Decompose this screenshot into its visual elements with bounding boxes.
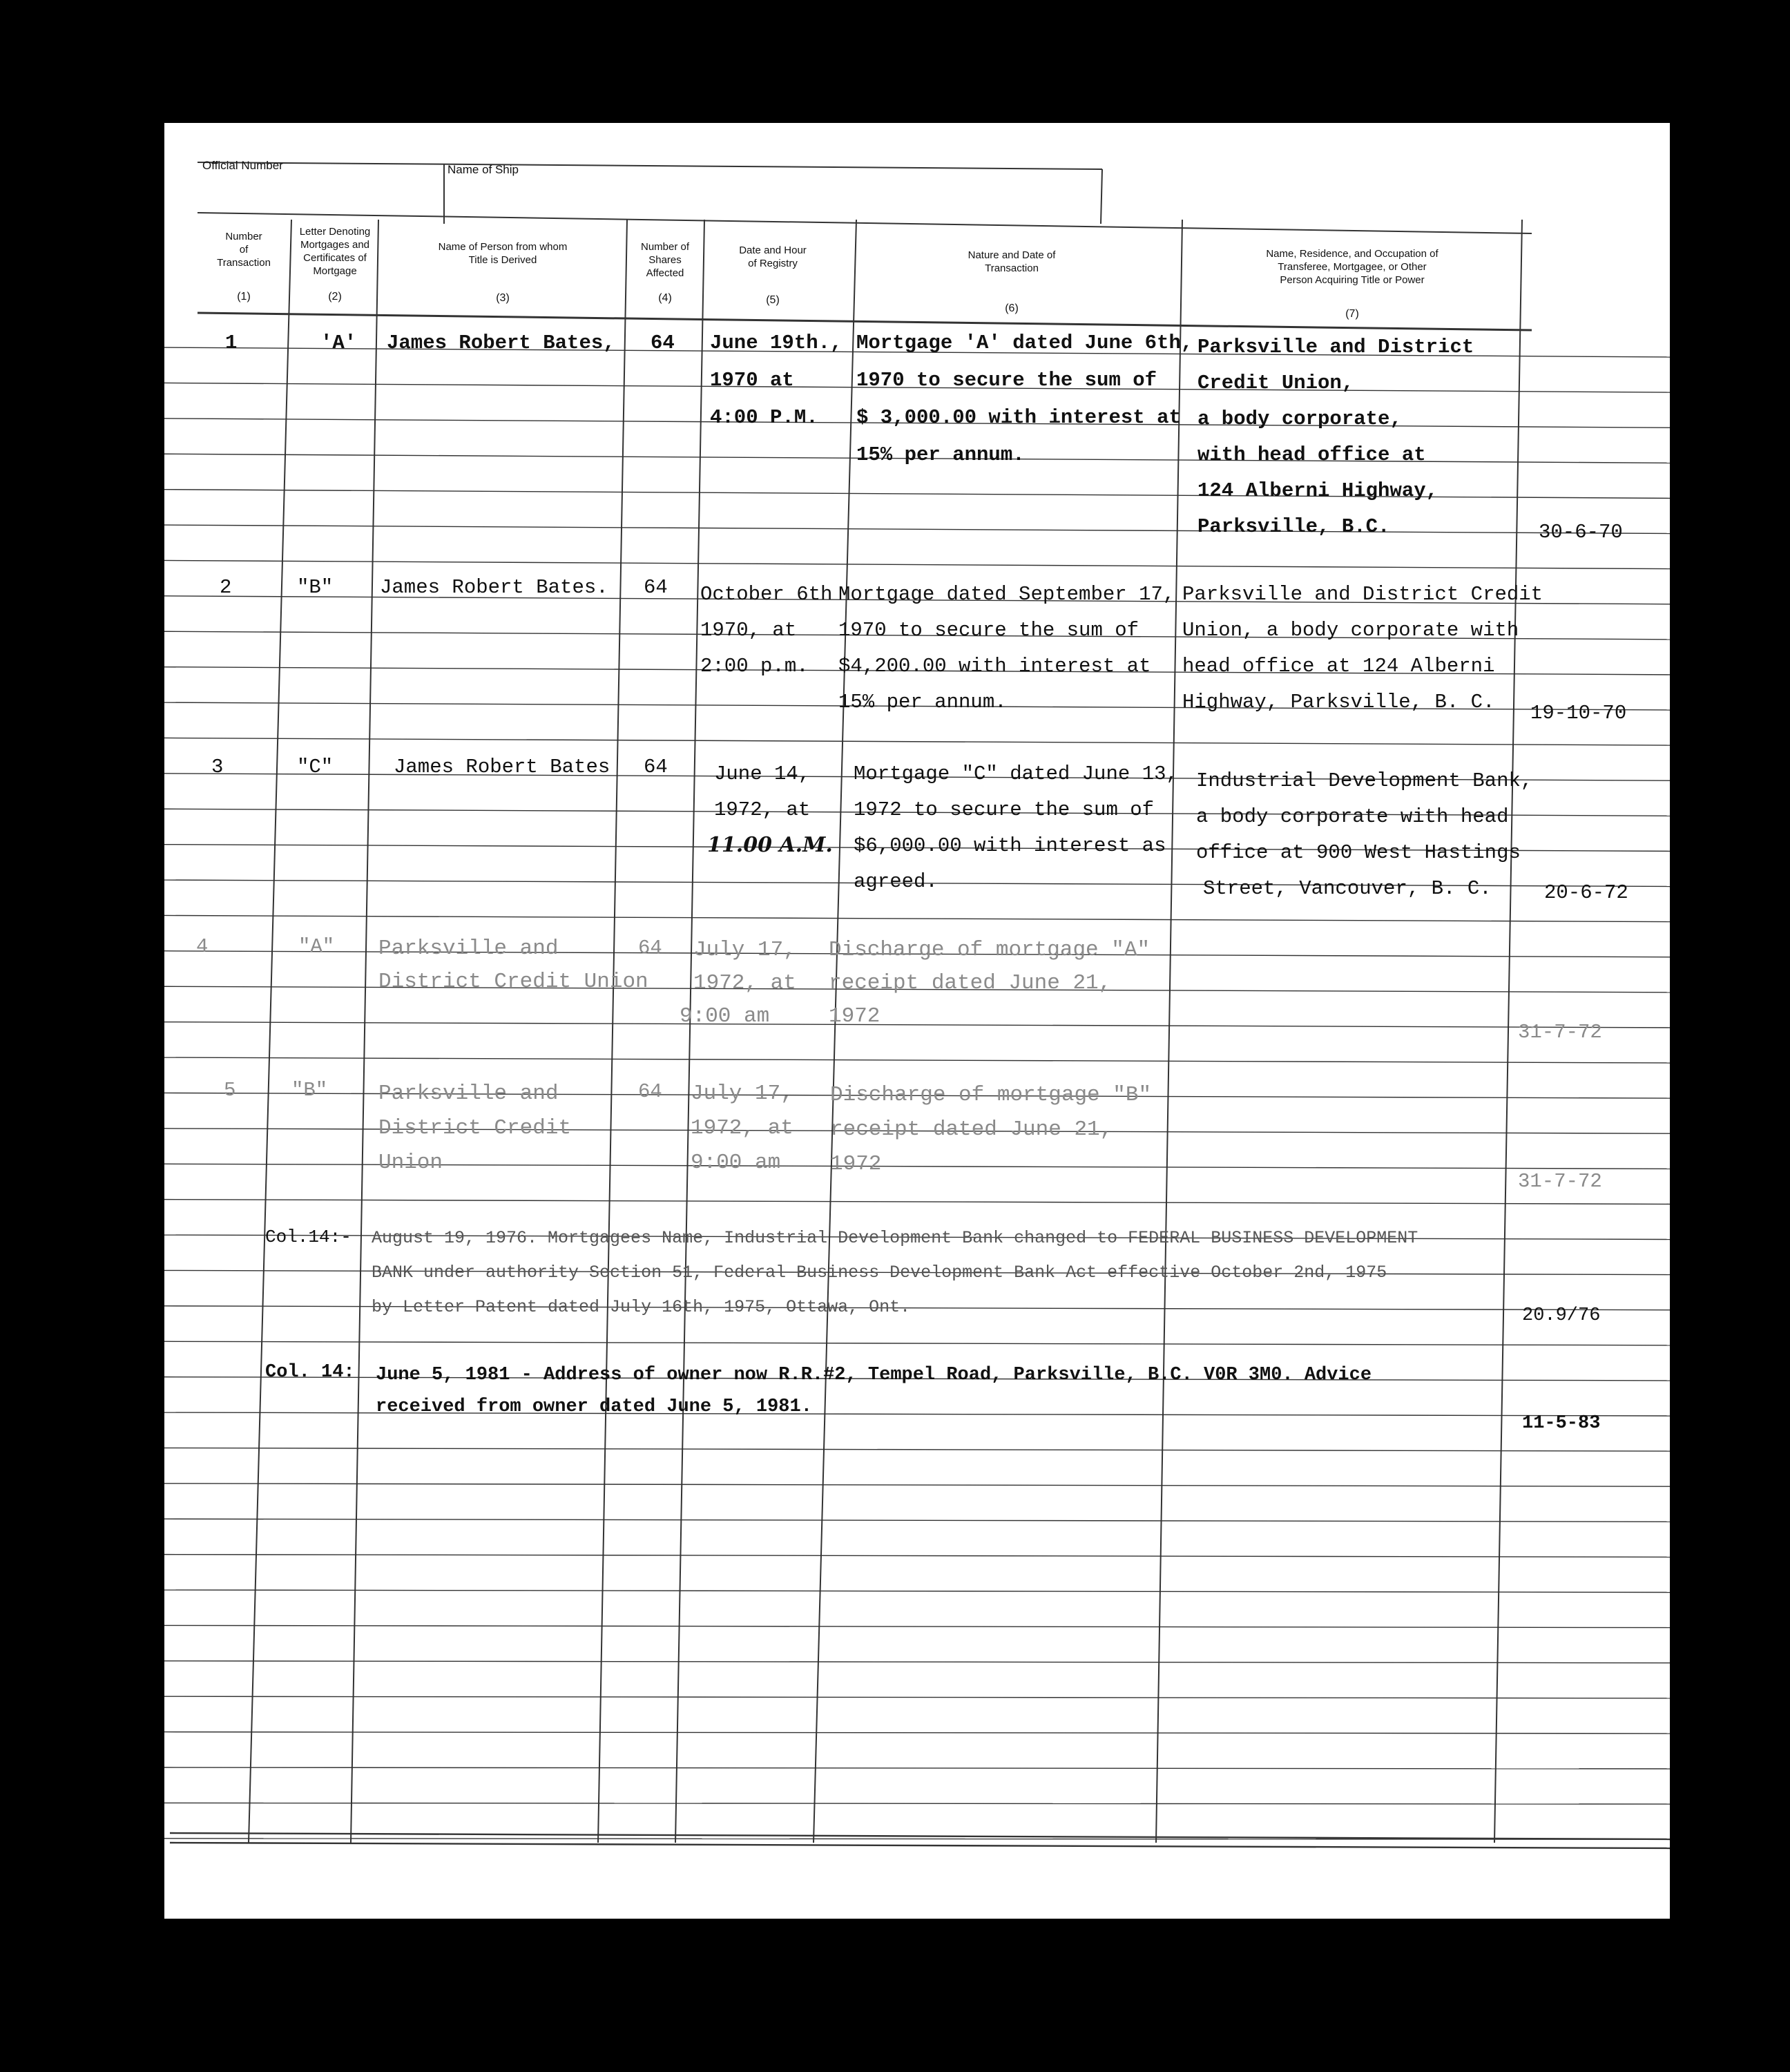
transaction-number: 2: [220, 576, 232, 599]
title-derived-from: James Robert Bates,: [387, 332, 615, 354]
acquiring-party: Credit Union,: [1197, 372, 1354, 394]
ruled-line: [164, 1022, 1670, 1028]
column-heading-6: [843, 249, 1181, 275]
shares-affected: 64: [638, 1080, 662, 1103]
acquiring-party: Parksville and District: [1197, 336, 1474, 358]
column-rule-6: [1156, 220, 1182, 1843]
registry-date: 2:00 p.m.: [700, 655, 809, 678]
header-top-rule: [198, 162, 1102, 169]
column-heading-7: [1182, 247, 1522, 287]
heading-line: of: [239, 244, 249, 256]
title-derived-from: District Credit Union: [378, 970, 648, 994]
acquiring-party: Street, Vancouver, B. C.: [1203, 877, 1492, 900]
shares-affected: 64: [644, 756, 668, 778]
column-number-2: (2): [328, 291, 342, 303]
transaction-nature: 1970 to secure the sum of: [838, 619, 1139, 642]
ruled-line: [164, 1661, 1670, 1663]
transaction-nature: 1972: [830, 1152, 882, 1176]
column-rule-4: [675, 220, 704, 1843]
entry-date: 31-7-72: [1518, 1170, 1602, 1193]
transaction-nature: Mortgage dated September 17,: [838, 583, 1175, 606]
mortgage-letter: "B": [291, 1079, 328, 1102]
transaction-nature: $ 3,000.00 with interest at: [856, 406, 1181, 429]
ship-box-right-rule: [1101, 169, 1102, 224]
acquiring-party: a body corporate,: [1197, 407, 1402, 430]
ruled-line: [164, 1555, 1670, 1557]
ruled-line: [164, 1590, 1670, 1593]
entry-date: 19-10-70: [1530, 702, 1627, 725]
heading-line: Nature and Date of: [968, 249, 1056, 261]
entry-date: 20.9/76: [1522, 1305, 1601, 1326]
title-derived-from: Parksville and: [378, 1082, 559, 1106]
ruled-line: [164, 1341, 1670, 1345]
heading-line: Name of Person from whom: [438, 241, 568, 253]
column-number-6: (6): [1005, 303, 1019, 314]
heading-line: Number: [225, 231, 262, 242]
heading-line: of Registry: [748, 258, 798, 269]
acquiring-party: Parksville and District Credit: [1182, 583, 1543, 606]
transaction-number: 3: [211, 756, 224, 778]
ruled-line: [164, 738, 1670, 745]
ruled-line: [164, 560, 1670, 568]
registry-date: June 14,: [714, 762, 811, 785]
heading-line: Name, Residence, and Occupation of: [1266, 248, 1438, 260]
entry-date: 30-6-70: [1539, 521, 1623, 544]
registry-date: July 17,: [691, 1082, 793, 1106]
column-number-3: (3): [496, 292, 510, 304]
ruled-line: [164, 1057, 1670, 1063]
heading-line: Date and Hour: [739, 244, 807, 256]
acquiring-party: head office at 124 Alberni: [1182, 655, 1495, 678]
acquiring-party: 124 Alberni Highway,: [1197, 479, 1438, 502]
title-derived-from: James Robert Bates: [394, 756, 610, 778]
column-heading-5: [704, 244, 841, 270]
transaction-nature: 1972: [829, 1004, 880, 1028]
ruled-line: [164, 1484, 1670, 1486]
transaction-nature: $6,000.00 with interest as: [854, 834, 1166, 857]
transaction-number: 1: [225, 332, 238, 354]
ruled-line: [164, 1519, 1670, 1522]
acquiring-party: office at 900 West Hastings: [1196, 841, 1521, 864]
transaction-nature: 15% per annum.: [856, 443, 1025, 466]
heading-line: Title is Derived: [468, 254, 537, 266]
column-heading-1: [198, 230, 290, 269]
registry-date: 9:00 am: [691, 1151, 781, 1175]
acquiring-party: Industrial Development Bank,: [1196, 769, 1533, 792]
registry-date: July 17,: [693, 938, 796, 962]
transaction-nature: Discharge of mortgage "A": [829, 938, 1151, 962]
heading-line: Affected: [646, 267, 684, 279]
heading-line: Transaction: [217, 257, 271, 269]
shares-affected: 64: [644, 576, 668, 599]
transaction-nature: $4,200.00 with interest at: [838, 655, 1151, 678]
registry-date: June 19th.,: [710, 332, 843, 354]
entry-date: 11-5-83: [1522, 1413, 1601, 1434]
registry-date: 1970 at: [710, 369, 794, 392]
heading-line: Mortgages and: [300, 239, 370, 251]
title-derived-from: Parksville and: [378, 937, 559, 961]
registry-date: October 6th: [700, 583, 833, 606]
heading-line: Mortgage: [313, 265, 357, 277]
heading-line: Shares: [648, 254, 682, 266]
register-sheet: [164, 123, 1670, 1919]
note-line: August 19, 1976. Mortgagees Name, Industrial Development Bank changed to FEDERAL BUSINESS DEVELOPMENT: [372, 1228, 1418, 1248]
transaction-nature: 1972 to secure the sum of: [854, 798, 1155, 821]
acquiring-party: Parksville, B.C.: [1197, 515, 1390, 538]
entry-date: 31-7-72: [1518, 1021, 1602, 1044]
title-derived-from: District Credit: [378, 1116, 572, 1140]
registry-date-handwritten: 11.00 A.M.: [707, 833, 833, 857]
note-line: June 5, 1981 - Address of owner now R.R.#2, Tempel Road, Parksville, B.C. V0R 3M0. Advice: [376, 1365, 1372, 1385]
heading-line: Letter Denoting: [299, 226, 371, 238]
heading-line: Transaction: [985, 262, 1039, 274]
column-heading-2: [291, 225, 378, 278]
registry-date: 1970, at: [700, 619, 797, 642]
acquiring-party: Union, a body corporate with: [1182, 619, 1519, 642]
note-reference: Col. 14:: [265, 1362, 355, 1383]
shares-affected: 64: [651, 332, 675, 354]
ship-name-label: Name of Ship: [448, 163, 519, 176]
mortgage-letter: "B": [297, 576, 334, 599]
mortgage-letter: "C": [297, 756, 334, 778]
ruled-line: [164, 1696, 1670, 1698]
transaction-number: 4: [196, 935, 209, 958]
column-rule-1: [249, 220, 291, 1843]
ruled-line: [164, 1732, 1670, 1734]
column-rule-2: [351, 220, 378, 1843]
heading-line: Transferee, Mortgagee, or Other: [1278, 261, 1427, 273]
note-line: by Letter Patent dated July 16th, 1975, Ottawa, Ont.: [372, 1297, 911, 1317]
transaction-nature: receipt dated June 21,: [830, 1117, 1113, 1142]
note-line: BANK under authority Section 51, Federal Business Development Bank Act effective October 2nd, 1975: [372, 1263, 1387, 1283]
column-number-1: (1): [237, 291, 251, 303]
transaction-nature: 15% per annum.: [838, 691, 1007, 713]
mortgage-letter: "A": [298, 935, 335, 958]
shares-affected: 64: [638, 937, 662, 959]
bottom-rule-double: [170, 1843, 1670, 1848]
acquiring-party: with head office at: [1197, 443, 1426, 466]
title-derived-from: James Robert Bates.: [380, 576, 608, 599]
transaction-number: 5: [224, 1079, 236, 1102]
transaction-nature: 1970 to secure the sum of: [856, 369, 1157, 392]
mortgage-letter: 'A': [320, 332, 357, 354]
note-line: received from owner dated June 5, 1981.: [376, 1397, 812, 1417]
ruled-line: [164, 1200, 1670, 1205]
column-rule-3: [598, 220, 627, 1843]
entry-date: 20-6-72: [1544, 881, 1628, 904]
title-derived-from: Union: [378, 1151, 443, 1175]
transaction-nature: Discharge of mortgage "B": [830, 1083, 1152, 1107]
registry-date: 1972, at: [714, 798, 811, 821]
note-reference: Col.14:-: [265, 1227, 352, 1247]
column-number-7: (7): [1345, 308, 1359, 320]
ruled-line: [164, 490, 1670, 499]
header-lower-rule: [198, 213, 1532, 233]
ruled-line: [164, 1448, 1670, 1451]
ruled-line: [164, 915, 1670, 921]
transaction-nature: Mortgage "C" dated June 13,: [854, 762, 1178, 785]
column-heading-3: [380, 240, 626, 267]
registry-date: 9:00 am: [680, 1004, 770, 1028]
ruled-line: [164, 1803, 1670, 1804]
transaction-nature: Mortgage 'A' dated June 6th,: [856, 332, 1193, 354]
column-number-5: (5): [766, 294, 780, 306]
registry-date: 1972, at: [693, 971, 796, 995]
column-number-4: (4): [658, 292, 672, 304]
official-number-label: Official Number: [202, 159, 283, 172]
ruled-line: [164, 1625, 1670, 1627]
transaction-nature: agreed.: [854, 870, 938, 893]
heading-line: Certificates of: [303, 252, 367, 264]
transaction-nature: receipt dated June 21,: [829, 971, 1112, 995]
acquiring-party: a body corporate with head: [1196, 805, 1509, 828]
column-heading-4: [627, 240, 703, 280]
heading-line: Person Acquiring Title or Power: [1280, 274, 1425, 286]
form-grid: [164, 123, 1670, 1919]
ruled-line: [164, 525, 1670, 534]
registry-date: 1972, at: [691, 1116, 793, 1140]
column-rule-5: [814, 220, 856, 1843]
acquiring-party: Highway, Parksville, B. C.: [1182, 691, 1495, 713]
registry-date: 4:00 P.M.: [710, 406, 818, 429]
ruled-line: [164, 1767, 1670, 1769]
heading-line: Number of: [640, 241, 690, 253]
